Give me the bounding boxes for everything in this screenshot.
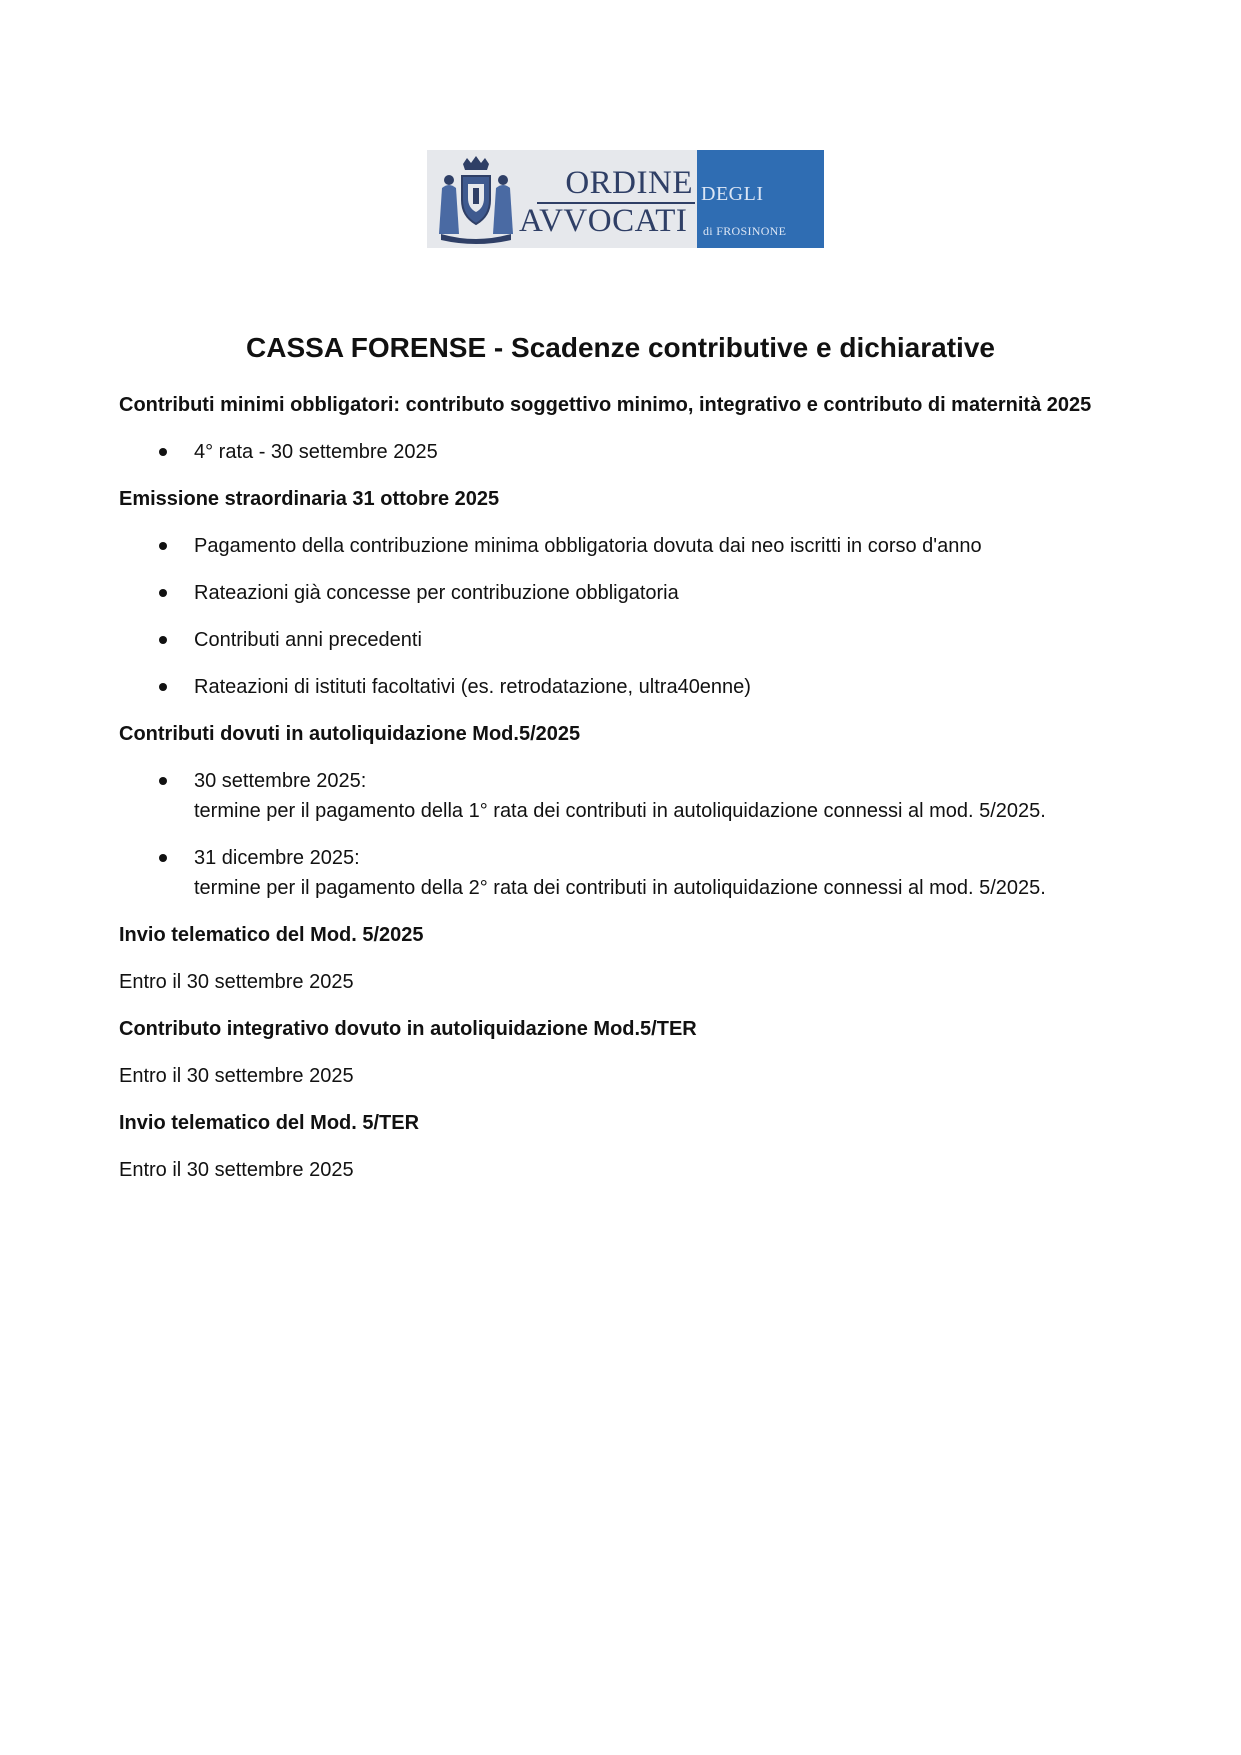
list-item — [119, 531, 1159, 561]
logo-text-degli: DEGLI — [701, 183, 764, 205]
list-item — [119, 437, 1159, 467]
section-heading-invio-mod5ter: Invio telematico del Mod. 5/TER — [119, 1112, 420, 1134]
bullet-list-contributi-minimi — [119, 437, 1159, 467]
list-item-text: Pagamento della contribuzione minima obbligatoria dovuta dai neo iscritti in corso d'anno — [194, 535, 982, 557]
section-heading-contributi-minimi: Contributi minimi obbligatori: contributo soggettivo minimo, integrativo e contributo di maternità 2025 — [119, 394, 1092, 416]
list-item-text: Rateazioni di istituti facoltativi (es. retrodatazione, ultra40enne) — [194, 676, 751, 698]
section-heading-integrativo-mod5ter: Contributo integrativo dovuto in autoliquidazione Mod.5/TER — [119, 1018, 697, 1040]
list-item — [119, 625, 1159, 655]
list-item — [119, 843, 1159, 903]
document-body — [119, 390, 1159, 1185]
logo-text-ordine: ORDINE — [565, 165, 693, 201]
bullet-list-autoliquidazione-mod5 — [119, 766, 1159, 903]
list-item-text: Contributi anni precedenti — [194, 629, 422, 651]
list-item-text: 4° rata - 30 settembre 2025 — [194, 441, 438, 463]
section-text-invio-mod5: Entro il 30 settembre 2025 — [119, 971, 354, 993]
section-text-integrativo-mod5ter: Entro il 30 settembre 2025 — [119, 1065, 354, 1087]
logo-text-avvocati: AVVOCATI — [519, 203, 688, 239]
logo-wordmark — [517, 150, 697, 248]
section-heading-autoliquidazione-mod5: Contributi dovuti in autoliquidazione Mod.5/2025 — [119, 723, 581, 745]
list-item-text: termine per il pagamento della 2° rata dei contributi in autoliquidazione connessi al mod. 5/2025. — [194, 877, 1046, 899]
bullet-list-emissione-straordinaria — [119, 531, 1159, 702]
logo-left-panel — [427, 150, 697, 248]
page-title: CASSA FORENSE - Scadenze contributive e dichiarative — [246, 332, 995, 363]
list-item — [119, 766, 1159, 826]
logo-text-frosinone: di FROSINONE — [703, 224, 787, 238]
section-heading-emissione-straordinaria: Emissione straordinaria 31 ottobre 2025 — [119, 488, 500, 510]
list-item-text: Rateazioni già concesse per contribuzione obbligatoria — [194, 582, 679, 604]
list-item-date: 30 settembre 2025: — [194, 770, 367, 792]
logo-right-panel — [697, 150, 824, 248]
list-item-date: 31 dicembre 2025: — [194, 847, 360, 869]
list-item-text: termine per il pagamento della 1° rata dei contributi in autoliquidazione connessi al mod. 5/2025. — [194, 800, 1046, 822]
section-heading-invio-mod5: Invio telematico del Mod. 5/2025 — [119, 924, 424, 946]
section-text-invio-mod5ter: Entro il 30 settembre 2025 — [119, 1159, 354, 1181]
list-item — [119, 578, 1159, 608]
crest-icon — [437, 154, 515, 244]
list-item — [119, 672, 1159, 702]
ordine-avvocati-logo — [427, 150, 824, 248]
